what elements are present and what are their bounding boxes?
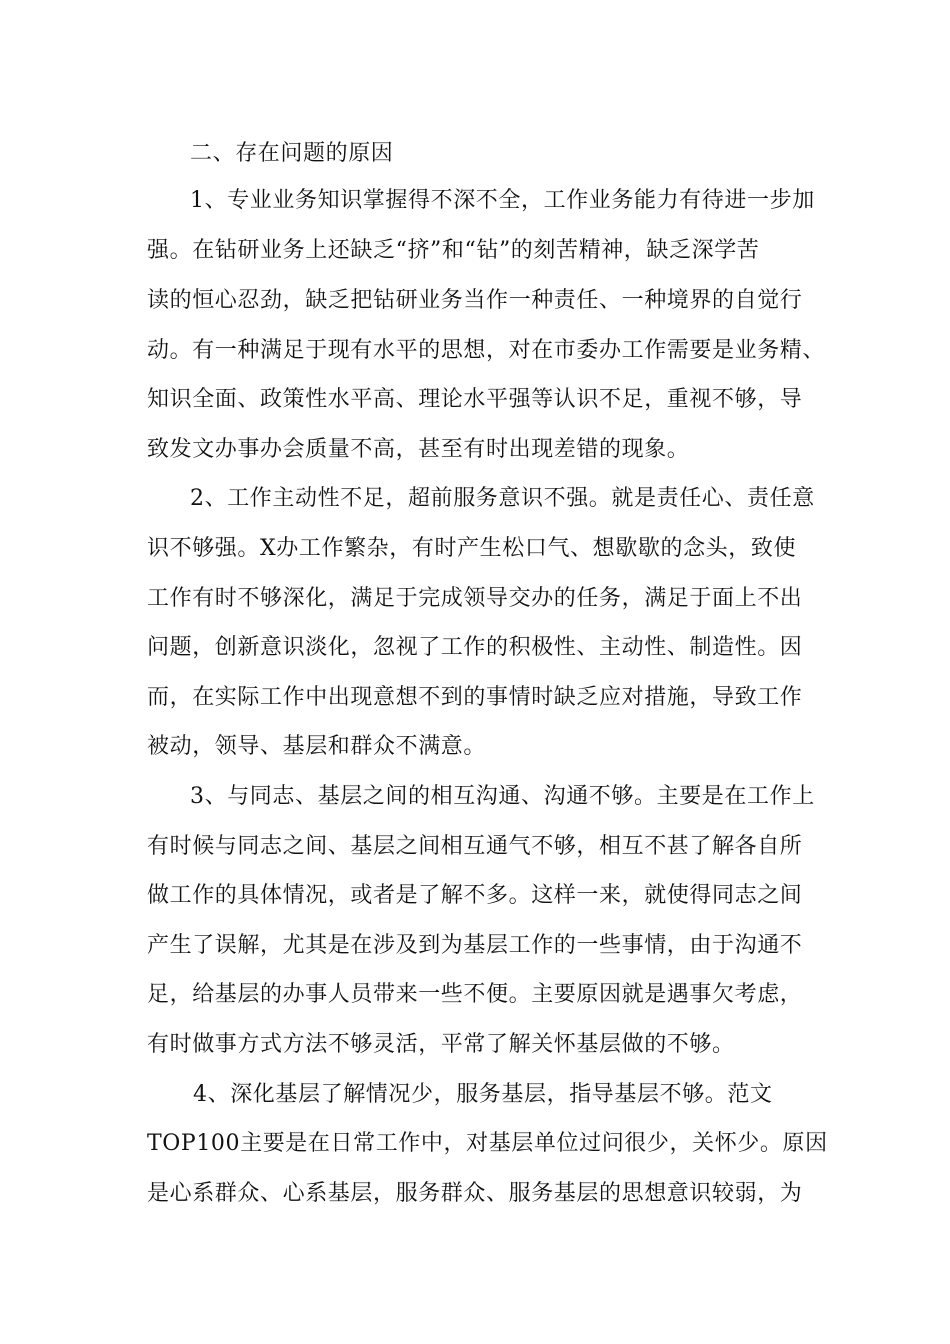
paragraph-3-line-3: 做工作的具体情况，或者是了解不多。这样一来，就使得同志之间 <box>147 883 803 908</box>
paragraph-3-line-2: 有时候与同志之间、基层之间相互通气不够，相互不甚了解各自所 <box>147 834 803 859</box>
paragraph-1-line-4: 动。有一种满足于现有水平的思想，对在市委办工作需要是业务精、 <box>147 338 826 363</box>
paragraph-2-line-6: 被动，领导、基层和群众不满意。 <box>147 734 487 759</box>
paragraph-2-line-3: 工作有时不够深化，满足于完成领导交办的任务，满足于面上不出 <box>147 586 803 611</box>
paragraph-1-line-6: 致发文办事办会质量不高，甚至有时出现差错的现象。 <box>147 437 690 462</box>
paragraph-3-line-5: 足，给基层的办事人员带来一些不便。主要原因就是遇事欠考虑， <box>147 982 803 1007</box>
paragraph-1-line-1: 1、专业业务知识掌握得不深不全，工作业务能力有待进一步加 <box>190 188 815 213</box>
paragraph-3-line-4: 产生了误解，尤其是在涉及到为基层工作的一些事情，由于沟通不 <box>147 933 803 958</box>
paragraph-1-line-3: 读的恒心忍劲，缺乏把钻研业务当作一种责任、一种境界的自觉行 <box>147 288 803 313</box>
paragraph-1-line-2: 强。在钻研业务上还缺乏“挤”和“钻”的刻苦精神，缺乏深学苦 <box>147 238 760 263</box>
paragraph-2-line-1: 2、工作主动性不足，超前服务意识不强。就是责任心、责任意 <box>190 486 815 511</box>
paragraph-3-line-6: 有时做事方式方法不够灵活，平常了解关怀基层做的不够。 <box>147 1032 735 1057</box>
paragraph-4-line-2: TOP100主要是在日常工作中，对基层单位过问很少，关怀少。原因 <box>147 1131 828 1156</box>
paragraph-3-line-1: 3、与同志、基层之间的相互沟通、沟通不够。主要是在工作上 <box>190 784 815 809</box>
paragraph-4-line-3: 是心系群众、心系基层，服务群众、服务基层的思想意识较弱，为 <box>147 1181 803 1206</box>
section-heading: 二、存在问题的原因 <box>190 141 394 166</box>
paragraph-4-line-1: 4、深化基层了解情况少，服务基层，指导基层不够。范文 <box>193 1082 773 1107</box>
paragraph-2-line-4: 问题，创新意识淡化，忽视了工作的积极性、主动性、制造性。因 <box>147 635 803 660</box>
paragraph-1-line-5: 知识全面、政策性水平高、理论水平强等认识不足，重视不够，导 <box>147 387 803 412</box>
paragraph-2-line-5: 而，在实际工作中出现意想不到的事情时缺乏应对措施，导致工作 <box>147 685 803 710</box>
paragraph-2-line-2: 识不够强。X办工作繁杂，有时产生松口气、想歇歇的念头，致使 <box>147 536 797 561</box>
